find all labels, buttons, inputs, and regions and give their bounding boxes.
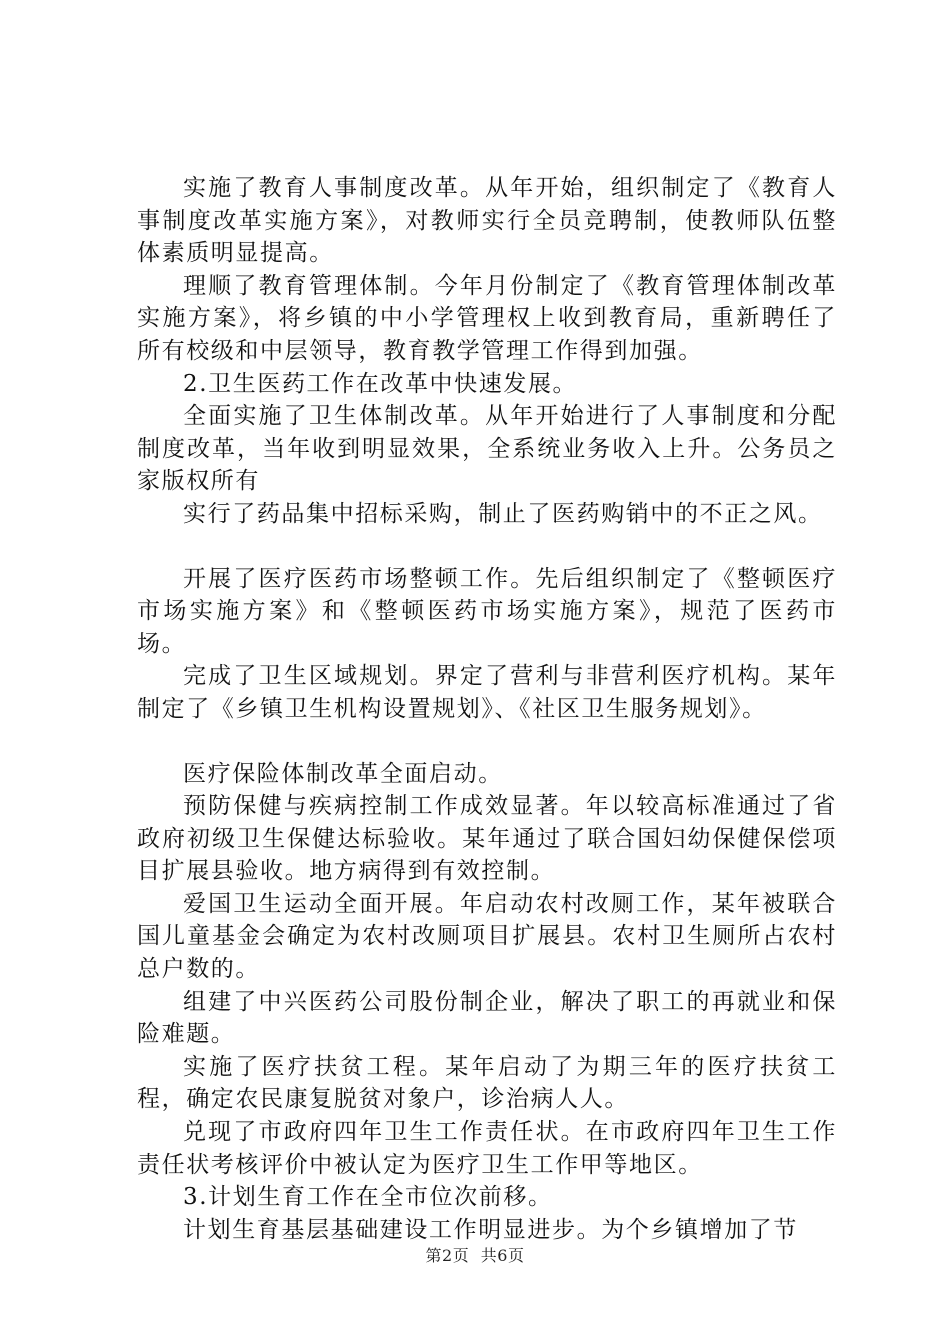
paragraph-patriotic-health-campaign: 爱国卫生运动全面开展。年启动农村改厕工作，某年被联合国儿童基金会确定为农村改厕项目扩展县。农村卫生厕所占农村总户数的。 bbox=[137, 890, 837, 983]
paragraph-family-planning-infrastructure: 计划生育基层基础建设工作明显进步。为个乡镇增加了节 bbox=[183, 1216, 798, 1243]
section-heading-health-medicine: 2.卫生医药工作在改革中快速发展。 bbox=[183, 370, 578, 397]
paragraph-responsibility-pledge: 兑现了市政府四年卫生工作责任状。在市政府四年卫生工作责任状考核评价中被认定为医疗卫生工作甲等地区。 bbox=[137, 1119, 837, 1178]
paragraph-drug-procurement: 实行了药品集中招标采购，制止了医药购销中的不正之风。 bbox=[183, 500, 823, 527]
paragraph-medical-poverty-relief: 实施了医疗扶贫工程。某年启动了为期三年的医疗扶贫工程，确定农民康复脱贫对象户，诊治病人人。 bbox=[137, 1053, 837, 1113]
paragraph-health-system-reform: 全面实施了卫生体制改革。从年开始进行了人事制度和分配制度改革，当年收到明显效果，全系统业务收入上升。公务员之家版权所有 bbox=[137, 403, 837, 495]
page-total: 共6页 bbox=[480, 1246, 525, 1265]
page-number: 第2页 bbox=[425, 1246, 470, 1265]
paragraph-education-management-system: 理顺了教育管理体制。今年月份制定了《教育管理体制改革实施方案》，将乡镇的中小学管理权上收到教育局，重新聘任了所有校级和中层领导，教育教学管理工作得到加强。 bbox=[137, 272, 837, 364]
paragraph-regional-planning: 完成了卫生区域规划。界定了营利与非营利医疗机构。某年制定了《乡镇卫生机构设置规划》、《社区卫生服务规划》。 bbox=[137, 663, 837, 722]
paragraph-medical-insurance: 医疗保险体制改革全面启动。 bbox=[183, 760, 503, 787]
paragraph-disease-control: 预防保健与疾病控制工作成效显著。年以较高标准通过了省政府初级卫生保健达标验收。某年通过了联合国妇幼保健保偿项目扩展县验收。地方病得到有效控制。 bbox=[137, 793, 837, 885]
page-footer bbox=[0, 1243, 950, 1266]
paragraph-pharma-company: 组建了中兴医药公司股份制企业，解决了职工的再就业和保险难题。 bbox=[137, 988, 837, 1048]
document-body bbox=[137, 172, 837, 1246]
paragraph-education-personnel-reform: 实施了教育人事制度改革。从年开始，组织制定了《教育人事制度改革实施方案》，对教师实行全员竞聘制，使教师队伍整体素质明显提高。 bbox=[137, 175, 837, 267]
section-heading-family-planning: 3.计划生育工作在全市位次前移。 bbox=[183, 1184, 553, 1211]
paragraph-market-rectification: 开展了医疗医药市场整顿工作。先后组织制定了《整顿医疗市场实施方案》和《整顿医药市场实施方案》，规范了医药市场。 bbox=[137, 565, 837, 657]
